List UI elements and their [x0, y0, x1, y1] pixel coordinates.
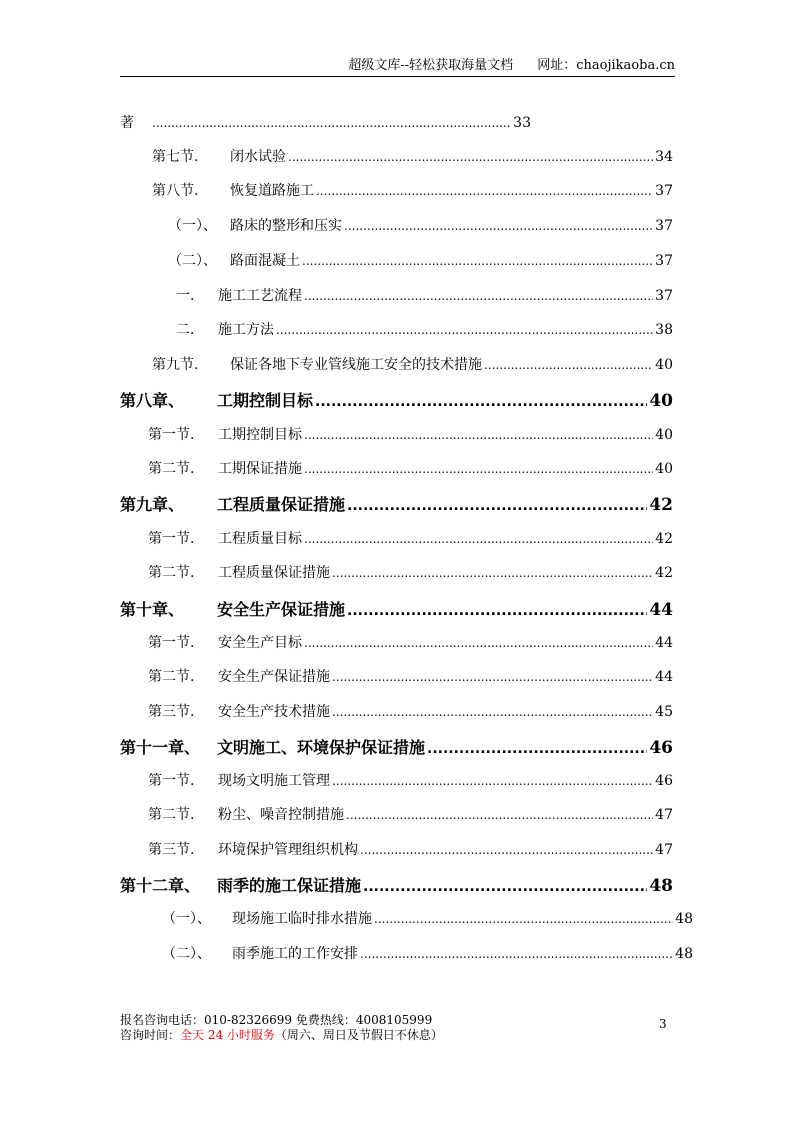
toc-entry[interactable]	[120, 112, 531, 132]
toc-entry[interactable]	[152, 180, 673, 200]
toc-entry-number: 第一节.	[148, 531, 195, 547]
toc-entry-number: （一）、	[168, 218, 217, 234]
toc-entry[interactable]	[148, 804, 673, 824]
toc-leader-dots	[316, 185, 653, 197]
toc-entry[interactable]	[176, 285, 673, 305]
footer-hours-line	[120, 1028, 443, 1043]
toc-leader-dots	[363, 880, 647, 894]
toc-leader-dots	[304, 290, 653, 302]
toc-entry[interactable]	[120, 388, 673, 411]
toc-entry-number: 第二节.	[148, 669, 195, 685]
toc-leader-dots	[332, 671, 653, 683]
toc-leader-dots	[347, 499, 647, 513]
toc-entry-title: 保证各地下专业管线施工安全的技术措施	[230, 357, 482, 373]
toc-entry[interactable]	[152, 354, 673, 374]
toc-leader-dots	[288, 151, 653, 163]
toc-leader-dots	[304, 637, 653, 649]
toc-entry-title: 粉尘、噪音控制措施	[218, 807, 344, 823]
toc-entry-number: 第八章、	[120, 391, 185, 410]
page-header	[120, 56, 675, 77]
toc-entry[interactable]	[120, 873, 673, 896]
toc-leader-dots	[304, 429, 653, 441]
toc-entry-number: 第二节.	[148, 807, 195, 823]
toc-entry-page: 33	[513, 115, 531, 131]
toc-entry-page: 44	[655, 635, 673, 651]
toc-entry-number: 第三节.	[148, 842, 195, 858]
header-url[interactable]: 网址：chaojikaoba.cn	[537, 58, 675, 73]
toc-entry-title: 工程质量目标	[218, 531, 302, 547]
toc-entry-number: 一.	[176, 288, 195, 304]
toc-leader-dots	[360, 948, 673, 960]
page-number: 3	[659, 1017, 667, 1031]
toc-entry-number: （一）、	[162, 911, 211, 927]
toc-entry[interactable]	[148, 839, 673, 859]
toc-leader-dots	[304, 463, 653, 475]
toc-entry-number: 第九节.	[152, 357, 199, 373]
toc-entry-page: 40	[655, 461, 673, 477]
footer-hours-label: 咨询时间：	[120, 1028, 181, 1042]
toc-entry-title: 现场文明施工管理	[218, 773, 330, 789]
toc-entry-title: 工程质量保证措施	[217, 495, 346, 514]
toc-entry-title: 施工工艺流程	[218, 288, 302, 304]
toc-entry-title: 现场施工临时排水措施	[232, 911, 372, 927]
toc-leader-dots	[304, 533, 653, 545]
toc-entry-title: 施工方法	[218, 322, 274, 338]
toc-entry-title: 安全生产目标	[218, 635, 302, 651]
toc-leader-dots	[484, 359, 653, 371]
toc-entry-number: 第七节.	[152, 149, 199, 165]
page-footer	[120, 1013, 443, 1043]
toc-entry-page: 48	[675, 946, 693, 962]
toc-entry-title: 安全生产保证措施	[217, 600, 346, 619]
toc-entry-number: 第一节.	[148, 635, 195, 651]
toc-entry-page: 47	[655, 807, 673, 823]
toc-entry-page: 46	[655, 773, 673, 789]
toc-entry-title: 恢复道路施工	[230, 183, 314, 199]
toc-entry[interactable]	[148, 528, 673, 548]
footer-contact-line: 报名咨询电话：010-82326699 免费热线：4008105999	[120, 1013, 433, 1027]
toc-entry-title: 路面混凝土	[230, 253, 300, 269]
toc-entry[interactable]	[168, 215, 673, 235]
toc-entry-title: 安全生产保证措施	[218, 669, 330, 685]
toc-leader-dots	[332, 706, 653, 718]
toc-entry-page: 40	[655, 357, 673, 373]
toc-entry[interactable]	[162, 908, 693, 928]
toc-entry-number: 第八节.	[152, 183, 199, 199]
toc-entry-number: 第二节.	[148, 461, 195, 477]
toc-entry-page: 44	[655, 669, 673, 685]
toc-leader-dots	[360, 844, 653, 856]
toc-leader-dots	[315, 395, 647, 409]
toc-entry-title: 闭水试验	[230, 149, 286, 165]
toc-leader-dots	[332, 567, 653, 579]
footer-hours-note: （周六、周日及节假日不休息）	[274, 1028, 443, 1042]
toc-entry-number: 第一节.	[148, 773, 195, 789]
header-site-name: 超级文库--轻松获取海量文档	[348, 58, 514, 73]
toc-entry-page: 37	[655, 218, 673, 234]
toc-entry-page: 37	[655, 288, 673, 304]
toc-entry-title: 著	[120, 115, 134, 131]
toc-entry-page: 44	[649, 600, 673, 620]
toc-entry-number: 第九章、	[120, 495, 185, 514]
toc-entry-title: 雨季施工的工作安排	[232, 946, 358, 962]
toc-leader-dots	[276, 324, 653, 336]
toc-leader-dots	[344, 220, 653, 232]
toc-entry-page: 42	[649, 495, 673, 515]
footer-hours-highlight: 全天 24 小时服务	[180, 1028, 275, 1042]
toc-entry-number: （二）、	[168, 253, 217, 269]
toc-entry-number: 第一节.	[148, 427, 195, 443]
toc-entry-page: 46	[649, 738, 673, 758]
toc-entry[interactable]	[168, 250, 673, 270]
toc-entry-page: 45	[655, 704, 673, 720]
toc-entry-page: 37	[655, 253, 673, 269]
toc-entry-number: 第三节.	[148, 704, 195, 720]
toc-entry-page: 37	[655, 183, 673, 199]
toc-entry-title: 文明施工、环境保护保证措施	[217, 738, 426, 757]
toc-leader-dots	[302, 255, 653, 267]
toc-entry-title: 工期控制目标	[218, 427, 302, 443]
toc-entry-page: 48	[675, 911, 693, 927]
toc-leader-dots	[346, 809, 653, 821]
toc-entry-title: 路床的整形和压实	[230, 218, 342, 234]
toc-entry[interactable]	[162, 943, 693, 963]
toc-entry-page: 34	[655, 149, 673, 165]
toc-entry-page: 42	[655, 565, 673, 581]
toc-entry-page: 47	[655, 842, 673, 858]
toc-entry-title: 工期控制目标	[217, 391, 314, 410]
toc-entry-page: 40	[655, 427, 673, 443]
toc-leader-dots	[427, 742, 647, 756]
toc-entry-number: 第十二章、	[120, 876, 201, 895]
toc-entry[interactable]	[148, 562, 673, 582]
toc-entry-page: 40	[649, 391, 673, 411]
toc-entry-page: 42	[655, 531, 673, 547]
toc-entry-number: 二.	[176, 322, 195, 338]
toc-leader-dots	[152, 117, 511, 129]
toc-entry-number: 第十章、	[120, 600, 185, 619]
toc-entry[interactable]	[148, 458, 673, 478]
toc-entry-number: 第十一章、	[120, 738, 201, 757]
toc-entry[interactable]	[148, 424, 673, 444]
toc-entry[interactable]	[176, 319, 673, 339]
toc-entry-title: 工程质量保证措施	[218, 565, 330, 581]
toc-entry-title: 安全生产技术措施	[218, 704, 330, 720]
toc-entry-page: 48	[649, 876, 673, 896]
toc-leader-dots	[374, 913, 673, 925]
toc-entry-title: 雨季的施工保证措施	[217, 876, 362, 895]
toc-entry[interactable]	[120, 597, 673, 620]
toc-entry[interactable]	[148, 632, 673, 652]
toc-entry[interactable]	[120, 492, 673, 515]
toc-leader-dots	[332, 775, 653, 787]
toc-entry-number: 第二节.	[148, 565, 195, 581]
toc-entry[interactable]	[148, 701, 673, 721]
toc-entry-number: （二）、	[162, 946, 211, 962]
toc-entry-title: 工期保证措施	[218, 461, 302, 477]
toc-entry[interactable]	[120, 735, 673, 758]
toc-entry[interactable]	[152, 146, 673, 166]
toc-entry[interactable]	[148, 770, 673, 790]
toc-leader-dots	[347, 604, 647, 618]
toc-entry-page: 38	[655, 322, 673, 338]
toc-entry-title: 环境保护管理组织机构	[218, 842, 358, 858]
toc-entry[interactable]	[148, 666, 673, 686]
